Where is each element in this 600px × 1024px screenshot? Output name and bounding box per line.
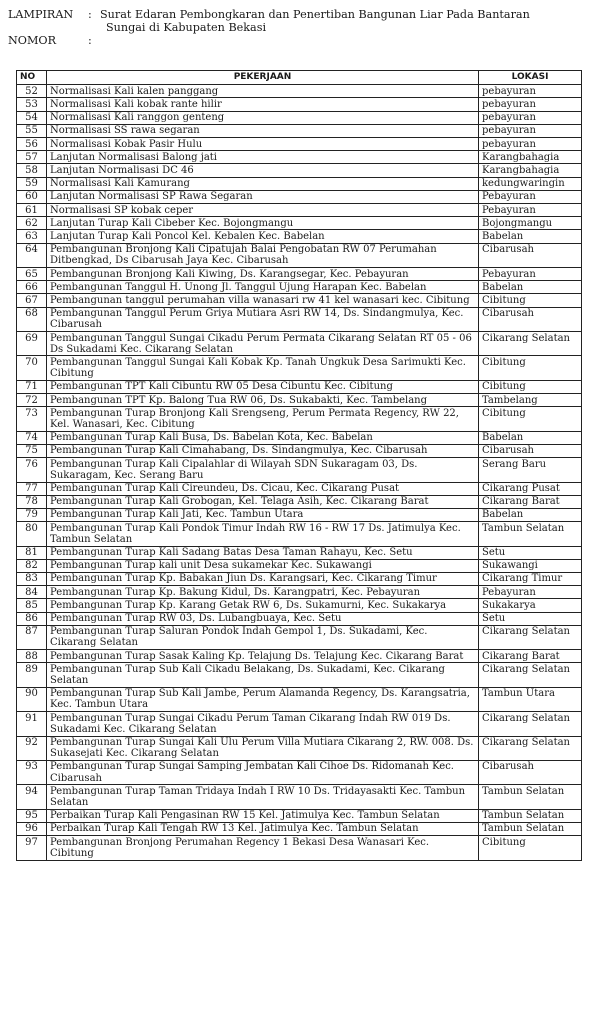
cell-pekerjaan: Pembangunan Turap Taman Tridaya Indah I RW 10 Ds. Tridayasakti Kec. Tambun Selatan (47, 785, 479, 809)
cell-lokasi: Cikarang Pusat (479, 482, 582, 495)
lampiran-line-1: Surat Edaran Pembongkaran dan Penertiban Bangunan Liar Pada Bantaran (100, 8, 530, 21)
table-row (17, 230, 582, 243)
cell-pekerjaan: Pembangunan Turap Sub Kali Jambe, Perum Alamanda Regency, Ds. Karangsatria, Kec. Tambun Utara (47, 687, 479, 711)
cell-pekerjaan: Pembangunan TPT Kp. Balong Tua RW 06, Ds. Sukabakti, Kec. Tambelang (47, 394, 479, 407)
table-row (17, 508, 582, 521)
cell-lokasi: Babelan (479, 508, 582, 521)
table-row (17, 124, 582, 137)
cell-pekerjaan: Lanjutan Normalisasi SP Rawa Segaran (47, 190, 479, 203)
table-row (17, 458, 582, 482)
cell-no: 55 (17, 124, 47, 137)
cell-lokasi: pebayuran (479, 98, 582, 111)
lampiran-line-2: Sungai di Kabupaten Bekasi (106, 21, 267, 34)
cell-lokasi: Cibarusah (479, 444, 582, 457)
cell-pekerjaan: Pembangunan Tanggul Sungai Cikadu Perum Permata Cikarang Selatan RT 05 - 06 Ds Sukadami Kec. Cikarang Selatan (47, 332, 479, 356)
cell-no: 61 (17, 204, 47, 217)
cell-pekerjaan: Pembangunan Turap Kali Cireundeu, Ds. Cicau, Kec. Cikarang Pusat (47, 482, 479, 495)
cell-no: 94 (17, 785, 47, 809)
table-row (17, 177, 582, 190)
cell-lokasi: Cibitung (479, 294, 582, 307)
cell-pekerjaan: Normalisasi SP kobak ceper (47, 204, 479, 217)
cell-no: 53 (17, 98, 47, 111)
cell-no: 71 (17, 380, 47, 393)
cell-no: 74 (17, 431, 47, 444)
table-row (17, 663, 582, 687)
cell-no: 82 (17, 559, 47, 572)
nomor-separator: : (88, 34, 92, 47)
table-row (17, 307, 582, 331)
cell-no: 96 (17, 822, 47, 835)
cell-lokasi: Cikarang Barat (479, 495, 582, 508)
cell-lokasi: Babelan (479, 281, 582, 294)
cell-pekerjaan: Pembangunan Turap Sungai Kali Ulu Perum Villa Mutiara Cikarang 2, RW. 008. Ds. Sukasejati Kec. Cikarang Selatan (47, 736, 479, 760)
nomor-value (100, 34, 592, 47)
cell-lokasi: Pebayuran (479, 268, 582, 281)
table-row (17, 546, 582, 559)
table-row (17, 394, 582, 407)
cell-pekerjaan: Pembangunan Turap Kp. Bakung Kidul, Ds. Karangpatri, Kec. Pebayuran (47, 586, 479, 599)
cell-lokasi: pebayuran (479, 111, 582, 124)
cell-pekerjaan: Pembangunan Turap RW 03, Ds. Lubangbuaya, Kec. Setu (47, 612, 479, 625)
cell-no: 83 (17, 572, 47, 585)
cell-lokasi: Cibarusah (479, 307, 582, 331)
table-row (17, 243, 582, 267)
cell-pekerjaan: Pembangunan Turap kali unit Desa sukamekar Kec. Sukawangi (47, 559, 479, 572)
table-row (17, 204, 582, 217)
cell-pekerjaan: Normalisasi Kali ranggon genteng (47, 111, 479, 124)
table-row (17, 736, 582, 760)
cell-lokasi: Pebayuran (479, 190, 582, 203)
cell-pekerjaan: Pembangunan Turap Kali Cimahabang, Ds. Sindangmulya, Kec. Cibarusah (47, 444, 479, 457)
lampiran-label: LAMPIRAN (8, 8, 74, 21)
cell-lokasi: Setu (479, 546, 582, 559)
cell-no: 97 (17, 836, 47, 860)
table-row (17, 836, 582, 860)
cell-lokasi: kedungwaringin (479, 177, 582, 190)
table-row (17, 712, 582, 736)
cell-lokasi: Tambun Utara (479, 687, 582, 711)
table-row (17, 599, 582, 612)
work-list-table (16, 70, 582, 861)
cell-pekerjaan: Lanjutan Turap Kali Cibeber Kec. Bojongmangu (47, 217, 479, 230)
cell-no: 89 (17, 663, 47, 687)
cell-pekerjaan: Pembangunan Turap Kali Grobogan, Kel. Telaga Asih, Kec. Cikarang Barat (47, 495, 479, 508)
table-row (17, 217, 582, 230)
cell-no: 91 (17, 712, 47, 736)
cell-pekerjaan: Pembangunan TPT Kali Cibuntu RW 05 Desa Cibuntu Kec. Cibitung (47, 380, 479, 393)
cell-lokasi: Sukakarya (479, 599, 582, 612)
table-row (17, 625, 582, 649)
table-row (17, 809, 582, 822)
cell-no: 60 (17, 190, 47, 203)
cell-no: 57 (17, 151, 47, 164)
cell-no: 88 (17, 650, 47, 663)
cell-no: 72 (17, 394, 47, 407)
cell-lokasi: Cibarusah (479, 243, 582, 267)
cell-lokasi: Karangbahagia (479, 164, 582, 177)
table-row (17, 431, 582, 444)
cell-pekerjaan: Pembangunan Turap Saluran Pondok Indah Gempol 1, Ds. Sukadami, Kec. Cikarang Selatan (47, 625, 479, 649)
cell-lokasi: Cikarang Selatan (479, 712, 582, 736)
cell-lokasi: Babelan (479, 230, 582, 243)
table-row (17, 332, 582, 356)
table-row (17, 687, 582, 711)
table-row (17, 356, 582, 380)
cell-pekerjaan: Normalisasi Kali kobak rante hilir (47, 98, 479, 111)
cell-pekerjaan: Normalisasi Kobak Pasir Hulu (47, 138, 479, 151)
cell-lokasi: Tambelang (479, 394, 582, 407)
cell-lokasi: Cikarang Selatan (479, 663, 582, 687)
table-row (17, 98, 582, 111)
cell-pekerjaan: Normalisasi SS rawa segaran (47, 124, 479, 137)
cell-no: 68 (17, 307, 47, 331)
table-row (17, 482, 582, 495)
table-row (17, 294, 582, 307)
cell-pekerjaan: Pembangunan Turap Kali Busa, Ds. Babelan Kota, Kec. Babelan (47, 431, 479, 444)
cell-no: 84 (17, 586, 47, 599)
cell-no: 54 (17, 111, 47, 124)
cell-lokasi: pebayuran (479, 124, 582, 137)
cell-pekerjaan: Lanjutan Normalisasi DC 46 (47, 164, 479, 177)
table-row (17, 151, 582, 164)
cell-lokasi: Karangbahagia (479, 151, 582, 164)
cell-no: 64 (17, 243, 47, 267)
cell-lokasi: Bojongmangu (479, 217, 582, 230)
cell-lokasi: Cibitung (479, 836, 582, 860)
cell-lokasi: pebayuran (479, 85, 582, 98)
cell-lokasi: Cikarang Selatan (479, 332, 582, 356)
cell-pekerjaan: Pembangunan tanggul perumahan villa wanasari rw 41 kel wanasari kec. Cibitung (47, 294, 479, 307)
table-row (17, 444, 582, 457)
cell-lokasi: Pebayuran (479, 586, 582, 599)
cell-pekerjaan: Pembangunan Turap Sungai Cikadu Perum Taman Cikarang Indah RW 019 Ds. Sukadami Kec. Cikarang Selatan (47, 712, 479, 736)
cell-pekerjaan: Pembangunan Turap Bronjong Kali Srengseng, Perum Permata Regency, RW 22, Kel. Wanasari, Kec. Cibitung (47, 407, 479, 431)
cell-no: 81 (17, 546, 47, 559)
table-row (17, 760, 582, 784)
nomor-label: NOMOR (8, 34, 57, 47)
cell-no: 77 (17, 482, 47, 495)
cell-pekerjaan: Pembangunan Turap Kali Pondok Timur Indah RW 16 - RW 17 Ds. Jatimulya Kec. Tambun Selatan (47, 522, 479, 546)
cell-no: 62 (17, 217, 47, 230)
column-header-lokasi: LOKASI (479, 71, 582, 85)
table-row (17, 407, 582, 431)
cell-pekerjaan: Pembangunan Turap Kali Jati, Kec. Tambun Utara (47, 508, 479, 521)
table-row (17, 612, 582, 625)
cell-no: 70 (17, 356, 47, 380)
cell-lokasi: Serang Baru (479, 458, 582, 482)
cell-pekerjaan: Lanjutan Turap Kali Poncol Kel. Kebalen Kec. Babelan (47, 230, 479, 243)
cell-no: 52 (17, 85, 47, 98)
cell-pekerjaan: Pembangunan Bronjong Perumahan Regency 1 Bekasi Desa Wanasari Kec. Cibitung (47, 836, 479, 860)
cell-lokasi: Sukawangi (479, 559, 582, 572)
table-row (17, 650, 582, 663)
cell-no: 76 (17, 458, 47, 482)
cell-no: 87 (17, 625, 47, 649)
cell-pekerjaan: Normalisasi Kali Kamurang (47, 177, 479, 190)
table-row (17, 822, 582, 835)
cell-no: 69 (17, 332, 47, 356)
cell-pekerjaan: Perbaikan Turap Kali Pengasinan RW 15 Kel. Jatimulya Kec. Tambun Selatan (47, 809, 479, 822)
cell-lokasi: Pebayuran (479, 204, 582, 217)
cell-no: 90 (17, 687, 47, 711)
cell-lokasi: Cibitung (479, 407, 582, 431)
lampiran-value (100, 8, 592, 34)
lampiran-separator: : (88, 8, 92, 21)
cell-no: 63 (17, 230, 47, 243)
cell-no: 93 (17, 760, 47, 784)
lampiran-row (8, 8, 592, 34)
cell-pekerjaan: Pembangunan Turap Kp. Babakan Jiun Ds. Karangsari, Kec. Cikarang Timur (47, 572, 479, 585)
cell-lokasi: Cikarang Timur (479, 572, 582, 585)
cell-no: 79 (17, 508, 47, 521)
table-row (17, 559, 582, 572)
cell-pekerjaan: Pembangunan Turap Kp. Karang Getak RW 6, Ds. Sukamurni, Kec. Sukakarya (47, 599, 479, 612)
cell-lokasi: pebayuran (479, 138, 582, 151)
cell-lokasi: Tambun Selatan (479, 522, 582, 546)
table-row (17, 164, 582, 177)
cell-pekerjaan: Pembangunan Bronjong Kali Kiwing, Ds. Karangsegar, Kec. Pebayuran (47, 268, 479, 281)
cell-pekerjaan: Pembangunan Turap Kali Sadang Batas Desa Taman Rahayu, Kec. Setu (47, 546, 479, 559)
cell-lokasi: Cibitung (479, 380, 582, 393)
table-row (17, 572, 582, 585)
cell-lokasi: Tambun Selatan (479, 785, 582, 809)
cell-pekerjaan: Pembangunan Tanggul Sungai Kali Kobak Kp. Tanah Ungkuk Desa Sarimukti Kec. Cibitung (47, 356, 479, 380)
cell-no: 92 (17, 736, 47, 760)
cell-pekerjaan: Pembangunan Tanggul Perum Griya Mutiara Asri RW 14, Ds. Sindangmulya, Kec. Cibarusah (47, 307, 479, 331)
table-row (17, 522, 582, 546)
cell-pekerjaan: Pembangunan Bronjong Kali Cipatujah Balai Pengobatan RW 07 Perumahan Ditbengkad, Ds Cibarusah Jaya Kec. Cibarusah (47, 243, 479, 267)
table-row (17, 281, 582, 294)
table-row (17, 380, 582, 393)
cell-no: 58 (17, 164, 47, 177)
nomor-row (8, 34, 592, 47)
table-header-row (17, 71, 582, 85)
cell-no: 56 (17, 138, 47, 151)
cell-no: 59 (17, 177, 47, 190)
document-header (8, 8, 592, 47)
cell-lokasi: Cikarang Barat (479, 650, 582, 663)
cell-lokasi: Babelan (479, 431, 582, 444)
cell-no: 80 (17, 522, 47, 546)
table-row (17, 190, 582, 203)
table-row (17, 268, 582, 281)
cell-no: 66 (17, 281, 47, 294)
table-row (17, 785, 582, 809)
cell-lokasi: Cibitung (479, 356, 582, 380)
cell-pekerjaan: Lanjutan Normalisasi Balong jati (47, 151, 479, 164)
cell-no: 95 (17, 809, 47, 822)
cell-lokasi: Cikarang Selatan (479, 736, 582, 760)
cell-pekerjaan: Pembangunan Tanggul H. Unong Jl. Tanggul Ujung Harapan Kec. Babelan (47, 281, 479, 294)
cell-no: 75 (17, 444, 47, 457)
cell-no: 65 (17, 268, 47, 281)
table-body (17, 85, 582, 860)
cell-lokasi: Cikarang Selatan (479, 625, 582, 649)
cell-no: 78 (17, 495, 47, 508)
column-header-pekerjaan: PEKERJAAN (47, 71, 479, 85)
table-row (17, 138, 582, 151)
table-row (17, 495, 582, 508)
cell-lokasi: Tambun Selatan (479, 822, 582, 835)
cell-pekerjaan: Normalisasi Kali kalen panggang (47, 85, 479, 98)
cell-lokasi: Cibarusah (479, 760, 582, 784)
cell-no: 67 (17, 294, 47, 307)
cell-no: 85 (17, 599, 47, 612)
cell-pekerjaan: Pembangunan Turap Kali Cipalahlar di Wilayah SDN Sukaragam 03, Ds. Sukaragam, Kec. Serang Baru (47, 458, 479, 482)
cell-no: 86 (17, 612, 47, 625)
cell-pekerjaan: Pembangunan Turap Sasak Kaling Kp. Telajung Ds. Telajung Kec. Cikarang Barat (47, 650, 479, 663)
column-header-no: NO (17, 71, 47, 85)
cell-lokasi: Setu (479, 612, 582, 625)
cell-lokasi: Tambun Selatan (479, 809, 582, 822)
table-row (17, 85, 582, 98)
cell-pekerjaan: Pembangunan Turap Sungai Samping Jembatan Kali Cihoe Ds. Ridomanah Kec. Cibarusah (47, 760, 479, 784)
table-row (17, 586, 582, 599)
cell-no: 73 (17, 407, 47, 431)
table-row (17, 111, 582, 124)
cell-pekerjaan: Perbaikan Turap Kali Tengah RW 13 Kel. Jatimulya Kec. Tambun Selatan (47, 822, 479, 835)
cell-pekerjaan: Pembangunan Turap Sub Kali Cikadu Belakang, Ds. Sukadami, Kec. Cikarang Selatan (47, 663, 479, 687)
